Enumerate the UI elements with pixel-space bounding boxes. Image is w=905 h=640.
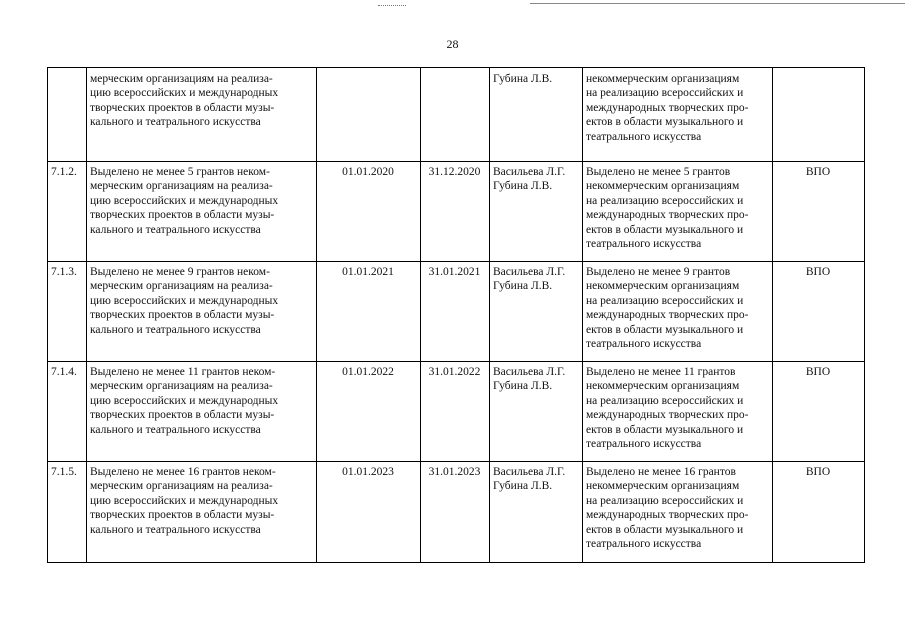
document-type-cell: ВПО [773, 262, 865, 362]
result-cell: Выделено не менее 5 грантов некоммерческим организациям на реализацию всероссийских и международных творческих про- ектов в области музыкального и театрального искусства [583, 162, 773, 262]
event-description-cell: Выделено не менее 5 грантов неком- мерческим организациям на реализа- цию всероссийских и международных творческих проектов в области музы- кального и театрального искусства [87, 162, 317, 262]
item-number-cell [48, 68, 87, 162]
document-type-cell: ВПО [773, 362, 865, 462]
start-date-cell: 01.01.2022 [317, 362, 421, 462]
item-number-cell: 7.1.2. [48, 162, 87, 262]
responsible-cell: Васильева Л.Г. Губина Л.В. [490, 362, 583, 462]
start-date-cell: 01.01.2021 [317, 262, 421, 362]
item-number-cell: 7.1.5. [48, 462, 87, 563]
table-row [48, 68, 865, 162]
end-date-cell [421, 68, 490, 162]
scan-mark [378, 5, 406, 6]
item-number-cell: 7.1.4. [48, 362, 87, 462]
start-date-cell: 01.01.2023 [317, 462, 421, 563]
event-description-cell: Выделено не менее 9 грантов неком- мерческим организациям на реализа- цию всероссийских и международных творческих проектов в области музы- кального и театрального искусства [87, 262, 317, 362]
responsible-cell: Васильева Л.Г. Губина Л.В. [490, 462, 583, 563]
result-cell: Выделено не менее 11 грантов некоммерческим организациям на реализацию всероссийских и международных творческих про- ектов в области музыкального и театрального искусства [583, 362, 773, 462]
item-number-cell: 7.1.3. [48, 262, 87, 362]
result-cell: Выделено не менее 16 грантов некоммерческим организациям на реализацию всероссийских и международных творческих про- ектов в области музыкального и театрального искусства [583, 462, 773, 563]
document-type-cell: ВПО [773, 462, 865, 563]
page-number: 28 [446, 37, 459, 51]
scan-edge-line [530, 3, 905, 4]
responsible-cell: Губина Л.В. [490, 68, 583, 162]
responsible-cell: Васильева Л.Г. Губина Л.В. [490, 262, 583, 362]
event-description-cell: Выделено не менее 16 грантов неком- мерческим организациям на реализа- цию всероссийских и международных творческих проектов в области музы- кального и театрального искусства [87, 462, 317, 563]
end-date-cell: 31.01.2021 [421, 262, 490, 362]
document-type-cell [773, 68, 865, 162]
event-description-cell: Выделено не менее 11 грантов неком- мерческим организациям на реализа- цию всероссийских и международных творческих проектов в области музы- кального и театрального искусства [87, 362, 317, 462]
result-cell: некоммерческим организациям на реализацию всероссийских и международных творческих про- ектов в области музыкального и театрального искусства [583, 68, 773, 162]
start-date-cell: 01.01.2020 [317, 162, 421, 262]
table-row [48, 262, 865, 362]
table-row [48, 162, 865, 262]
result-cell: Выделено не менее 9 грантов некоммерческим организациям на реализацию всероссийских и международных творческих про- ектов в области музыкального и театрального искусства [583, 262, 773, 362]
event-description-cell: мерческим организациям на реализа- цию всероссийских и международных творческих проектов в области музы- кального и театрального искусства [87, 68, 317, 162]
responsible-cell: Васильева Л.Г. Губина Л.В. [490, 162, 583, 262]
start-date-cell [317, 68, 421, 162]
end-date-cell: 31.01.2023 [421, 462, 490, 563]
end-date-cell: 31.12.2020 [421, 162, 490, 262]
table-row [48, 462, 865, 563]
table-row [48, 362, 865, 462]
end-date-cell: 31.01.2022 [421, 362, 490, 462]
document-type-cell: ВПО [773, 162, 865, 262]
plan-table [47, 67, 865, 563]
